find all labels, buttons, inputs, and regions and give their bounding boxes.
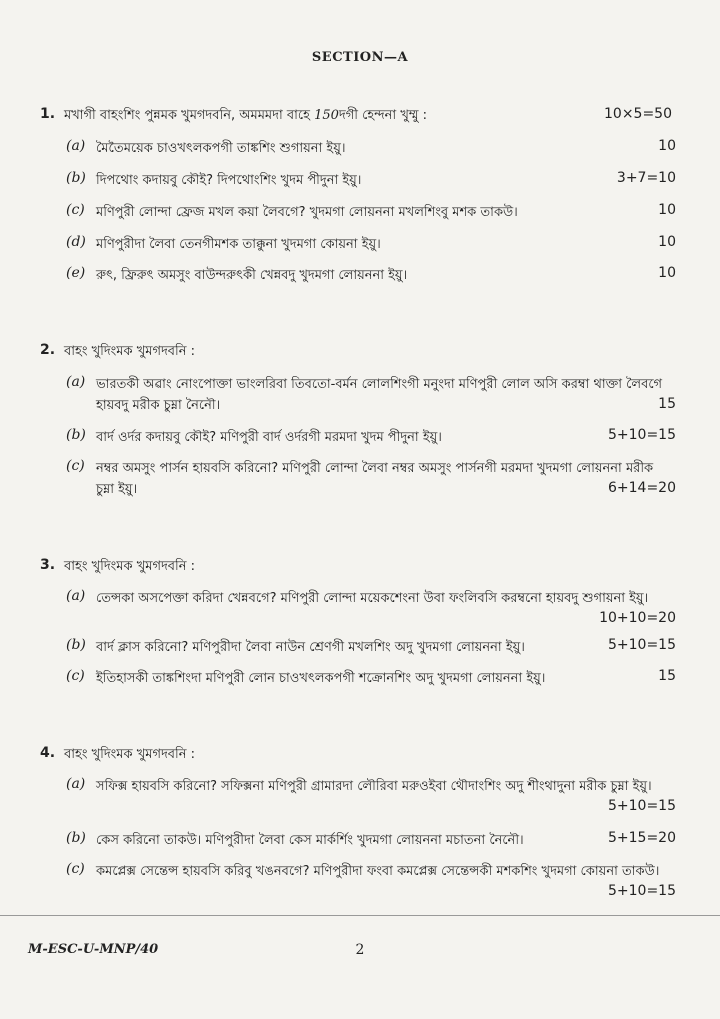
part-label: (b)	[66, 830, 86, 846]
question-3-part-c	[66, 668, 676, 689]
part-text: কমপ্লেক্স সেন্তেন্স হায়বসি করিবু খঙনবগে? মণিপুরীদা ফংবা কমপ্লেক্স সেন্তেন্সকী মশকশিং খুদমগা কোয়না তাকউ।	[96, 864, 660, 879]
question-2-part-c	[66, 458, 676, 500]
question-1-number: 1.	[40, 106, 56, 122]
part-marks: 10+10=20	[599, 610, 676, 626]
part-marks: 5+10=15	[608, 427, 676, 443]
part-text: তেন্সকা অসপেক্তা করিদা খেন্নবগে? মণিপুরী লোন্দা ময়েকশেংনা উবা ফংলিবসি করম্বনো হায়বদু শুগায়না ইয়ু।	[96, 591, 649, 606]
part-marks: 10	[658, 265, 676, 281]
question-2-part-a	[66, 374, 676, 416]
question-1-stem-number: 150	[314, 108, 339, 123]
part-marks: 5+10=15	[608, 637, 676, 653]
part-label: (b)	[66, 427, 86, 443]
part-text: রুৎ, ফ্রিরুৎ অমসুং বাউন্দরুৎকী খেন্নবদু খুদমগা লোয়ননা ইয়ু।	[96, 268, 408, 283]
part-label: (a)	[66, 588, 86, 604]
part-marks: 5+10=15	[608, 883, 676, 899]
section-title: SECTION—A	[311, 50, 409, 65]
question-3-part-a	[66, 588, 676, 626]
page-number: 2	[355, 942, 365, 958]
question-1-part-c	[66, 202, 676, 223]
part-text: দিপথোং কদায়বু কৌই? দিপথোংশিং খুদম পীদুনা ইয়ু।	[96, 173, 362, 188]
question-3-number: 3.	[40, 557, 56, 573]
part-label: (c)	[66, 861, 85, 877]
question-1-stem-before: মখাগী বাহংশিং পুন্নমক খুমগদবনি, অমমমদা বাহে	[64, 108, 315, 123]
part-label: (c)	[66, 202, 85, 218]
part-text: ভারতকী অৱাং নোংপোক্তা ভাংলরিবা তিবতো-বর্মন লোলশিংগী মনুংদা মণিপুরী লোল অসি করম্বা থাক্তা লৈবগে হায়বদু মরীক চুম্না নৈনৌ।	[96, 377, 663, 413]
part-text: নম্বর অমসুং পার্সন হায়বসি করিনো? মণিপুরী লোন্দা লৈবা নম্বর অমসুং পার্সনগী মরমদা খুদমগা লোয়ননা মরীক চুম্না ইয়ু।	[96, 461, 654, 497]
part-label: (c)	[66, 668, 85, 684]
question-2-number: 2.	[40, 342, 56, 358]
part-label: (a)	[66, 374, 86, 390]
part-marks: 10	[658, 138, 676, 154]
question-1-stem-after: দগী হেন্দনা খুম্মু :	[338, 108, 428, 123]
question-2-stem: বাহং খুদিংমক খুমগদবনি :	[64, 344, 196, 359]
part-text: মৈতৈময়েক চাওখৎলকপগী তাঙ্কশিং শুগায়না ইয়ু।	[96, 141, 346, 156]
part-label: (e)	[66, 265, 86, 281]
footer-divider	[0, 915, 720, 916]
question-1-total-marks: 10×5=50	[604, 106, 672, 122]
part-text: মণিপুরীদা লৈবা তেনগীমশক তাক্কুনা খুদমগা কোয়না ইয়ু।	[96, 237, 381, 252]
question-4-stem: বাহং খুদিংমক খুমগদবনি :	[64, 747, 196, 762]
question-1-part-e	[66, 265, 676, 286]
paper-code: M-ESC-U-MNP/40	[28, 942, 159, 957]
part-marks: 5+10=15	[608, 798, 676, 814]
question-4-part-a	[66, 776, 676, 814]
part-marks: 15	[658, 396, 676, 412]
part-text: বার্দ ওর্দর কদায়বু কৌই? মণিপুরী বার্দ ওর্দরগী মরমদা খুদম পীদুনা ইয়ু।	[96, 430, 442, 445]
question-4-part-c	[66, 861, 676, 899]
part-label: (a)	[66, 776, 86, 792]
part-marks: 10	[658, 202, 676, 218]
question-1-part-b	[66, 170, 676, 191]
part-text: ইতিহাসকী তাঙ্কশিংদা মণিপুরী লোন চাওখৎলকপগী শক্রোনশিং অদু খুদমগা লোয়ননা ইয়ু।	[96, 671, 546, 686]
part-marks: 5+15=20	[608, 830, 676, 846]
part-marks: 6+14=20	[608, 480, 676, 496]
part-label: (c)	[66, 458, 85, 474]
question-1-part-a	[66, 138, 676, 159]
question-4-part-b	[66, 830, 676, 851]
part-label: (a)	[66, 138, 86, 154]
question-2-part-b	[66, 427, 676, 448]
question-1-stem	[64, 106, 427, 127]
part-text: কেস করিনো তাকউ। মণিপুরীদা লৈবা কেস মার্কর্শিং খুদমগা লোয়ননা মচাতনা নৈনৌ।	[96, 833, 524, 848]
question-3-part-b	[66, 637, 676, 658]
part-label: (b)	[66, 637, 86, 653]
part-marks: 10	[658, 234, 676, 250]
part-text: সফিক্স হায়বসি করিনো? সফিক্সনা মণিপুরী গ্রামারদা লৌরিবা মরুওইবা থৌদাংশিং অদু শীংথাদুনা মরীক চুম্না ইয়ু।	[96, 779, 652, 794]
part-text: বার্দ ক্লাস করিনো? মণিপুরীদা লৈবা নাউন শ্রেণগী মখলশিং অদু খুদমগা লোয়ননা ইয়ু।	[96, 640, 525, 655]
part-label: (d)	[66, 234, 86, 250]
part-marks: 3+7=10	[616, 170, 676, 186]
part-text: মণিপুরী লোন্দা ফ্রেজ মখল কয়া লৈবগে? খুদমগা লোয়ননা মখলশিংবু মশক তাকউ।	[96, 205, 518, 220]
question-3-stem: বাহং খুদিংমক খুমগদবনি :	[64, 559, 196, 574]
part-label: (b)	[66, 170, 86, 186]
question-1-part-d	[66, 234, 676, 255]
part-marks: 15	[658, 668, 676, 684]
question-4-number: 4.	[40, 745, 56, 761]
